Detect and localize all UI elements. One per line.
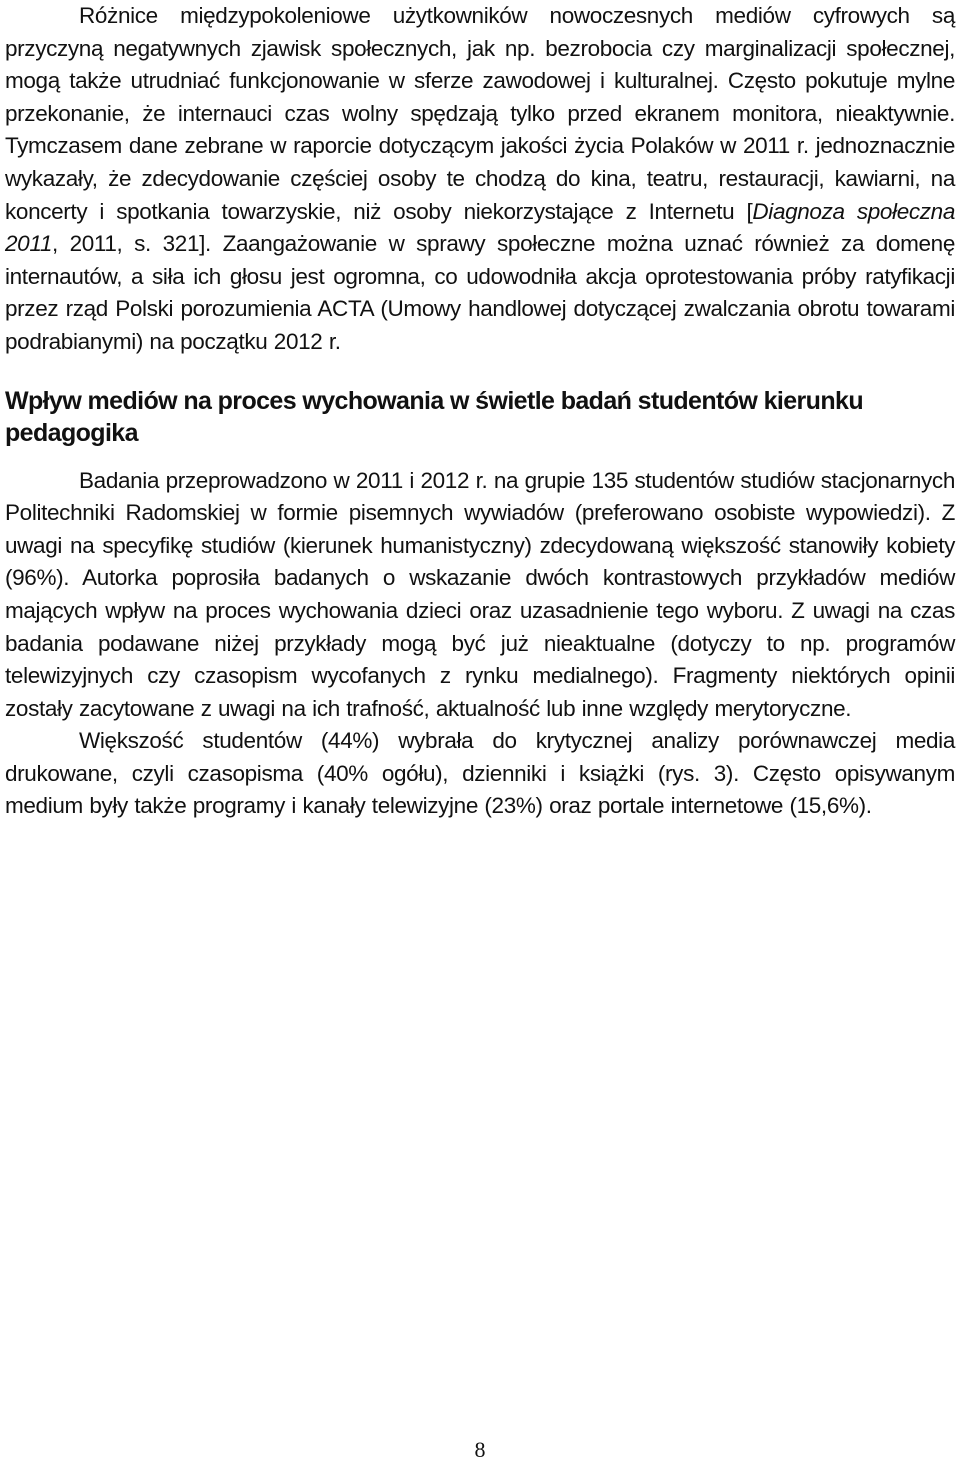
intro-text-part-1: Różnice międzypokoleniowe użytkowników nowoczesnych mediów cyfrowych są przyczyną negatywnych zjawisk społecznych, jak np. bezrobocia czy marginalizacji społecznej, mogą także utrudniać funkcjonowanie w sferze zawodowej i kulturalnej. Często pokutuje mylne przekonanie, że internauci czas wolny spędzają tylko przed ekranem monitora, nieaktywnie. Tymczasem dane zebrane w raporcie dotyczącym jakości życia Polaków w 2011 r. jednoznacznie wykazały, że zdecydowanie częściej osoby te chodzą do kina, teatru, restauracji, kawiarni, na koncerty i spotkania towarzyskie, niż osoby niekorzystające z Internetu [ [5, 3, 955, 224]
section-heading: Wpływ mediów na proces wychowania w świetle badań studentów kierunku pedagogika [5, 386, 863, 447]
intro-text-part-2: , 2011, s. 321]. Zaangażowanie w sprawy społeczne można uznać również za domenę internautów, a siła ich głosu jest ogromna, co udowodniła akcja oprotestowania próby ratyfikacji przez rząd Polski porozumienia ACTA (Umowy handlowej dotyczącej zwalczania obrotu towarami podrabianymi) na początku 2012 r. [5, 231, 955, 354]
section-paragraph-2: Większość studentów (44%) wybrała do krytycznej analizy porównawczej media drukowane, czyli czasopisma (40% ogółu), dzienniki i książki (rys. 3). Często opisywanym medium były także programy i kanały telewizyjne (23%) oraz portale internetowe (15,6%). [5, 728, 955, 819]
document-page [5, 0, 955, 823]
section-paragraph-1: Badania przeprowadzono w 2011 i 2012 r. na grupie 135 studentów studiów stacjonarnych Politechniki Radomskiej w formie pisemnych wywiadów (preferowano osobiste wypowiedzi). Z uwagi na specyfikę studiów (kierunek humanistyczny) zdecydowaną większość stanowiły kobiety (96%). Autorka poprosiła badanych o wskazanie dwóch kontrastowych przykładów mediów mających wpływ na proces wychowania dzieci oraz uzasadnienie tego wyboru. Z uwagi na czas badania podawane niżej przykłady mogą być już nieaktualne (dotyczy to np. programów telewizyjnych czy czasopism wycofanych z rynku medialnego). Fragmenty niektórych opinii zostały zacytowane z uwagi na ich trafność, aktualność lub inne względy merytoryczne. [5, 467, 955, 721]
citation-title: Diagnoza społeczna 2011 [5, 198, 955, 257]
page-number: 8 [474, 1437, 486, 1462]
section-heading-wrap [5, 359, 955, 465]
intro-paragraph [5, 0, 955, 359]
